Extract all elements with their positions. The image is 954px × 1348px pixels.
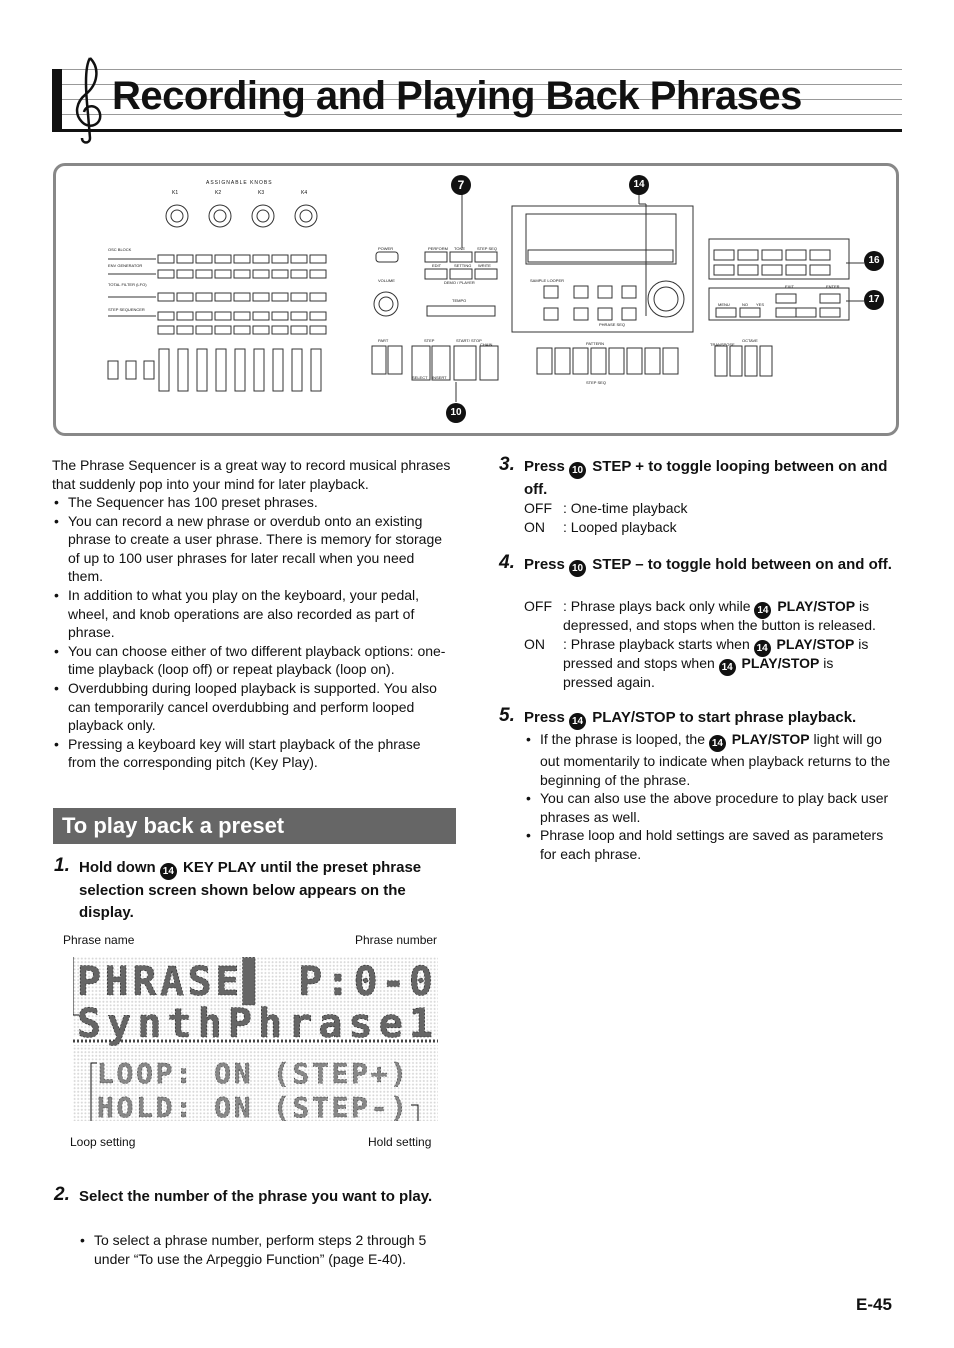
step-4-options xyxy=(524,597,904,692)
enter-label: ENTER xyxy=(826,284,840,289)
step-4-b: STEP – to toggle hold between on and off. xyxy=(592,556,892,573)
step-3-a: Press xyxy=(524,458,565,475)
callout-17: 17 xyxy=(864,290,884,310)
option-key: ON xyxy=(524,519,545,535)
power-label: POWER xyxy=(378,246,394,251)
list-item: • You can also use the above procedure to play back user phrases as well. xyxy=(524,789,902,826)
lcd-label-loop: Loop setting xyxy=(70,1135,136,1149)
step-3-options xyxy=(524,499,904,539)
lcd-line-4: HOLD: ON (STEP-) xyxy=(97,1091,407,1121)
list-item: • To select a phrase number, perform steps 2 through 5 under “To use the Arpeggio Function” (page E-40). xyxy=(78,1231,456,1268)
step-5-a: Press xyxy=(524,709,565,726)
step-2-text: Select the number of the phrase you want to play. xyxy=(79,1188,433,1205)
step-1-a: Hold down xyxy=(79,859,156,876)
assignable-knobs-label: ASSIGNABLE KNOBS xyxy=(206,180,273,186)
row-label: TOTAL FILTER (LFO) xyxy=(108,282,147,287)
option-key: ON xyxy=(524,636,545,652)
lcd-line-2: SynthPhrase1 xyxy=(77,1001,433,1047)
octave-label: OCTAVE xyxy=(742,338,758,343)
text: : Phrase playback starts when xyxy=(563,636,750,652)
callout-14-icon: 14 xyxy=(569,713,586,730)
text: pressed and stops when xyxy=(563,655,715,671)
text: is xyxy=(823,655,834,671)
list-item: • You can choose either of two different playback options: one-time playback (loop off) or repeat playback (loop on). xyxy=(52,642,452,679)
page-number: E-45 xyxy=(856,1295,892,1314)
step-number: 2. xyxy=(54,1184,70,1205)
play-stop-label: PLAY/STOP xyxy=(777,598,856,614)
no-label: NO xyxy=(742,302,748,307)
mode-label: PERFORM xyxy=(428,246,448,251)
row-label: STEP SEQUENCER xyxy=(108,307,145,312)
text: : Phrase plays back only while xyxy=(563,598,751,614)
row-label: OSC BLOCK xyxy=(108,247,132,252)
lcd-display xyxy=(73,957,438,1121)
option-key: OFF xyxy=(524,598,552,614)
step-5-text xyxy=(524,707,904,730)
title-underline xyxy=(52,129,902,132)
play-stop-label: PLAY/STOP xyxy=(741,655,820,671)
mode-label: TONE xyxy=(454,246,466,251)
knob-label: K3 xyxy=(258,190,265,196)
page-title: Recording and Playing Back Phrases xyxy=(112,74,802,118)
lcd-label-hold: Hold setting xyxy=(368,1135,432,1149)
select-label: SELECT xyxy=(412,375,428,380)
callout-14: 14 xyxy=(629,175,649,195)
step-2-bullets xyxy=(78,1231,456,1268)
option-value: : Looped playback xyxy=(563,519,677,535)
yes-label: YES xyxy=(756,302,765,307)
lcd-label-phrase-number: Phrase number xyxy=(355,933,438,947)
text: is xyxy=(859,598,870,614)
step-number: 4. xyxy=(499,552,515,573)
option-value: : One-time playback xyxy=(563,500,688,516)
part-label: PART xyxy=(378,338,389,343)
list-item: • Phrase loop and hold settings are saved as parameters for each phrase. xyxy=(524,826,902,863)
volume-label: VOLUME xyxy=(378,278,395,283)
intro-bullet-list xyxy=(52,493,452,772)
phrase-seq-label: PHRASE SEQ xyxy=(599,322,626,327)
keyboard-panel-illustration xyxy=(53,163,899,436)
step-4-text xyxy=(524,554,904,577)
callout-10-icon: 10 xyxy=(569,560,586,577)
step-number: 1. xyxy=(54,855,70,876)
intro-paragraph: The Phrase Sequencer is a great way to record musical phrases that suddenly pop into your mind for later playback. xyxy=(52,457,451,492)
insert-label: INSERT xyxy=(432,375,447,380)
panel-drawing xyxy=(56,166,896,433)
step-5-b: PLAY/STOP to start phrase playback. xyxy=(592,709,857,726)
lcd-label-phrase-name: Phrase name xyxy=(63,933,135,947)
option-key: OFF xyxy=(524,500,552,516)
chain-label: CHAIN xyxy=(480,342,493,347)
treble-clef-icon xyxy=(68,54,108,146)
option-value: pressed again. xyxy=(563,674,655,690)
step-1-b: KEY PLAY until the preset phrase selection screen shown below appears on the display. xyxy=(79,859,422,921)
title-bar xyxy=(52,69,62,131)
step-3-text xyxy=(524,456,904,501)
menu-label: MENU xyxy=(718,302,730,307)
list-item: • In addition to what you play on the keyboard, your pedal, wheel, and knob operations are also recorded as part of phrase. xyxy=(52,586,452,642)
mode-label: SETTING xyxy=(454,263,472,268)
step-number: 3. xyxy=(499,454,515,475)
list-item xyxy=(524,730,902,789)
start-stop-label: START/ STOP xyxy=(456,338,482,343)
section-heading: To play back a preset xyxy=(53,808,456,844)
callout-7: 7 xyxy=(451,175,471,195)
lcd-line-1: PHRASE▌ P:0-0 xyxy=(77,959,433,1005)
knob-label: K4 xyxy=(301,190,308,196)
step-label: STEP xyxy=(424,338,435,343)
mode-label: STEP SEQ xyxy=(477,246,497,251)
step-number: 5. xyxy=(499,705,515,726)
list-item: • Pressing a keyboard key will start playback of the phrase from the corresponding pitch (Key Play). xyxy=(52,735,452,772)
step-5-bullets xyxy=(524,730,902,864)
play-stop-label: PLAY/STOP xyxy=(776,636,855,652)
knob-label: K1 xyxy=(172,190,179,196)
callout-14-icon: 14 xyxy=(754,602,771,619)
knob-label: K2 xyxy=(215,190,222,196)
exit-label: EXIT xyxy=(785,284,794,289)
row-label: ENV GENERATOR xyxy=(108,263,143,268)
callout-14-icon: 14 xyxy=(719,659,736,676)
step-seq-label: STEP SEQ xyxy=(586,380,606,385)
callout-16: 16 xyxy=(864,251,884,271)
step-4-a: Press xyxy=(524,556,565,573)
step-3-b: STEP + to toggle looping between on and off. xyxy=(524,458,888,498)
mode-label: WRITE xyxy=(478,263,491,268)
text: is xyxy=(858,636,869,652)
demo-player-label: DEMO / PLAYER xyxy=(444,280,475,285)
callout-14-icon: 14 xyxy=(709,735,726,752)
pattern-label: PATTERN xyxy=(586,341,605,346)
sample-looper-label: SAMPLE LOOPER xyxy=(530,278,565,283)
transpose-label: TRANSPOSE xyxy=(710,342,735,347)
list-item: • Overdubbing during looped playback is supported. You also can temporarily cancel overdubbing and perform looped playback only. xyxy=(52,679,452,735)
lcd-line-3: LOOP: ON (STEP+) xyxy=(97,1057,407,1090)
option-value: depressed, and stops when the button is released. xyxy=(563,617,876,633)
callout-14-icon: 14 xyxy=(160,863,177,880)
text: light will go out momentarily to indicate when playback returns to the beginning of the phrase. xyxy=(540,731,891,788)
mode-label: EDIT xyxy=(432,263,442,268)
callout-14-icon: 14 xyxy=(754,640,771,657)
list-item: • You can record a new phrase or overdub onto an existing phrase to create a user phrase. There is memory for storage of up to 100 user phrases for later recall when you need them. xyxy=(52,512,452,586)
staff-line xyxy=(52,69,902,70)
callout-10: 10 xyxy=(446,403,466,423)
tempo-label: TEMPO xyxy=(452,298,467,303)
list-item: • The Sequencer has 100 preset phrases. xyxy=(52,493,452,512)
play-stop-label: PLAY/STOP xyxy=(731,731,810,747)
callout-10-icon: 10 xyxy=(569,462,586,479)
text: If the phrase is looped, the xyxy=(540,731,705,747)
step-1-text xyxy=(79,857,459,924)
